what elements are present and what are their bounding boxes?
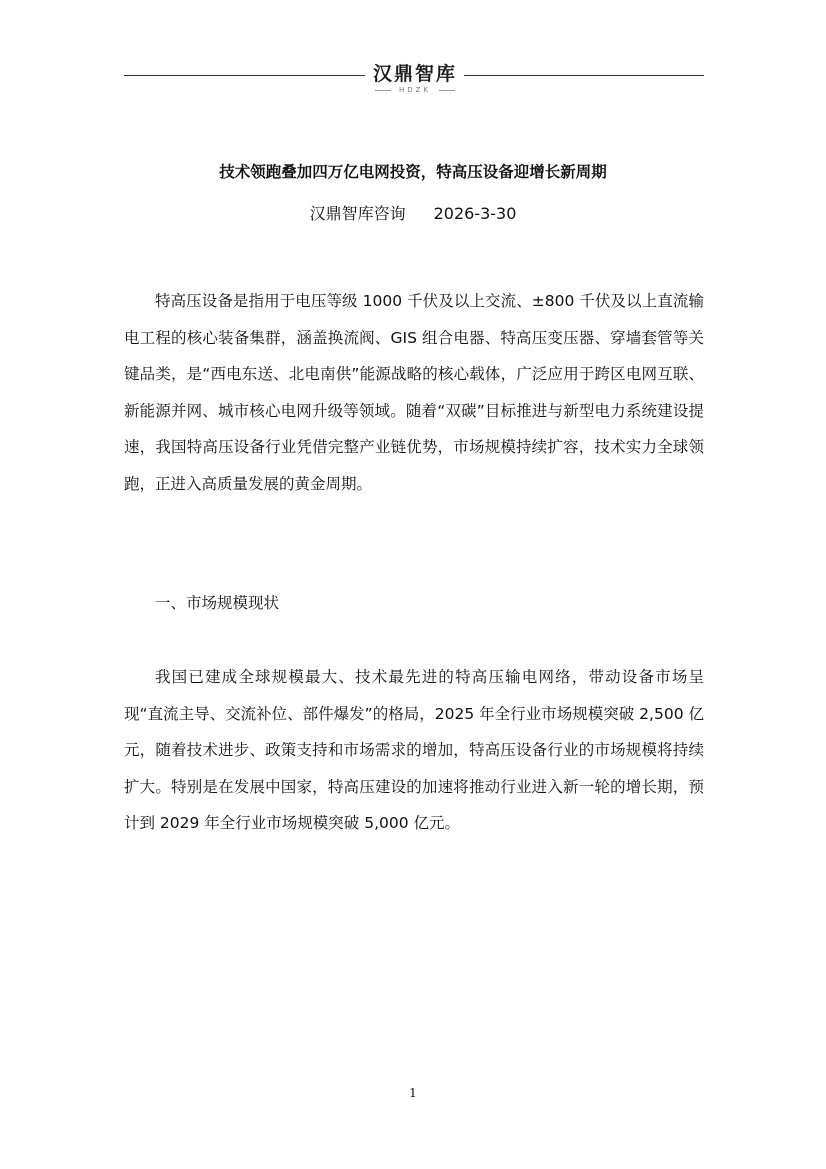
logo-sub-line-left (375, 90, 391, 91)
brand-logo-abbrev: HDZK (398, 86, 432, 94)
page-header (124, 60, 704, 100)
market-size-paragraph: 我国已建成全球规模最大、技术最先进的特高压输电网络，带动设备市场呈现“直流主导、交流补位、部件爆发”的格局，2025 年全行业市场规模突破 2,500 亿元，随着技术进步、政策支持和市场需求的增加，特高压设备行业的市场规模将持续扩大。特别是在发展中国家，特高压建设的加速将推动行业进入新一轮的增长期，预计到 2029 年全行业市场规模突破 5,000 亿元。 (124, 668, 704, 833)
document-title: 技术领跑叠加四万亿电网投资，特高压设备迎增长新周期 (219, 163, 607, 181)
brand-logo-text: 汉鼎智库 (372, 63, 457, 85)
page-number: 1 (409, 1086, 417, 1100)
intro-paragraph: 特高压设备是指用于电压等级 1000 千伏及以上交流、±800 千伏及以上直流输电工程的核心装备集群，涵盖换流阀、GIS 组合电器、特高压变压器、穿墙套管等关键品类，是“西电东送、北电南供”能源战略的核心载体，广泛应用于跨区电网互联、新能源并网、城市核心电网升级等领域。随着“双碳”目标推进与新型电力系统建设提速，我国特高压设备行业凭借完整产业链优势，市场规模持续扩容，技术实力全球领跑，正进入高质量发展的黄金周期。 (124, 292, 704, 493)
header-divider-left (124, 75, 365, 76)
document-date: 2026-3-30 (433, 204, 517, 223)
section-heading: 一、市场规模现状 (155, 594, 280, 612)
document-source: 汉鼎智库咨询 (309, 204, 406, 223)
brand-logo-sub (367, 85, 463, 95)
document-meta (0, 202, 826, 226)
logo-sub-line-right (439, 90, 455, 91)
header-divider-right (464, 75, 704, 76)
